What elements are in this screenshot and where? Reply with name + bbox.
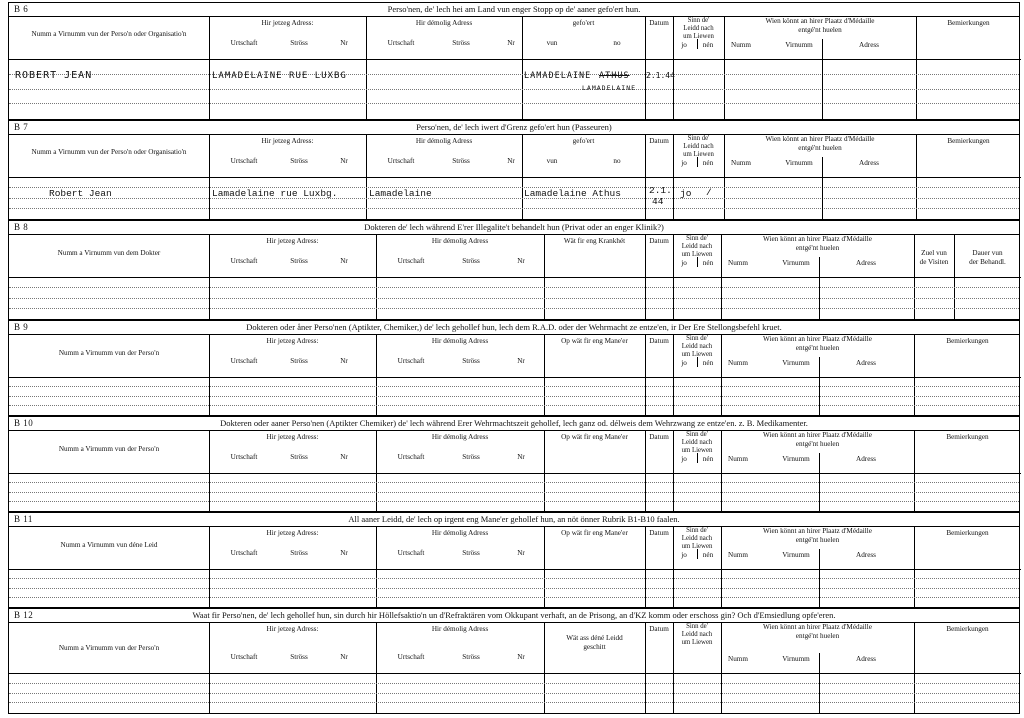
- section-header: [9, 609, 1019, 623]
- no-label: nén: [702, 455, 714, 463]
- entry-to-struck: ATHUS: [599, 71, 630, 81]
- alive-split: [697, 39, 698, 49]
- alive-header-3: um Liewen: [681, 447, 713, 454]
- alive-header-2: Leidd nach: [681, 535, 713, 542]
- section-title: Perso'nen, de' lech hei am Land vun enger Stopp op de' aaner gefo'ert hun.: [387, 4, 641, 14]
- medal-header-1: Wien könnt an hirer Plaatz d'Médaille: [763, 623, 872, 631]
- what-header-1: Wät ass déné Leidd: [566, 634, 623, 642]
- former-address-header: Hir démolig Adress: [431, 625, 489, 633]
- section-b8: [8, 220, 1020, 320]
- duration-header-2: der Behandl.: [969, 258, 1006, 266]
- town-label: Urtschaft: [397, 357, 425, 365]
- alive-header-1: Sinn de': [686, 335, 708, 342]
- column-divider: [645, 430, 646, 511]
- entry-to-correction: LAMADELAINE: [582, 84, 637, 92]
- carried-header: gefo'ert: [572, 19, 595, 27]
- town-label: Urtschaft: [230, 257, 258, 265]
- entry-date: 2.1.44: [646, 71, 675, 80]
- section-code: B 9: [14, 322, 29, 332]
- manner-header: Op wät fir eng Mane'er: [561, 433, 628, 441]
- section-title: All aaner Leidd, de' lech op irgent eng Mane'er gehollef hun, an nöt önner Rubrik B1-B10 faalen.: [348, 514, 680, 524]
- entry-line: [9, 287, 1019, 288]
- address-label: Adress: [856, 455, 876, 463]
- town-label: Urtschaft: [230, 39, 258, 47]
- alive-header-3: um Liewen: [683, 151, 714, 158]
- street-label: Ströss: [462, 357, 480, 365]
- section-header: [9, 121, 1019, 135]
- medal-header-2: entgé'nt huelen: [798, 144, 842, 152]
- alive-split: [697, 157, 698, 167]
- current-address-header: Hir jetzeg Adress:: [266, 237, 319, 245]
- medal-header-2: entgé'nt huelen: [795, 440, 840, 448]
- alive-header-2: Leidd nach: [683, 143, 714, 150]
- section-b9: [8, 320, 1020, 416]
- section-b11: [8, 512, 1020, 608]
- header-bottom-line: [9, 277, 1021, 278]
- date-header: Datum: [649, 625, 669, 633]
- street-label: Ströss: [290, 157, 308, 165]
- manner-header: Op wät fir eng Mane'er: [561, 337, 628, 345]
- alive-header-3: um Liewen: [681, 639, 713, 646]
- column-divider: [544, 430, 545, 511]
- section-code: B 6: [14, 4, 29, 14]
- to-label: no: [613, 157, 621, 165]
- section-code: B 8: [14, 222, 29, 232]
- no-label: nén: [702, 259, 714, 267]
- alive-header-1: Sinn de': [687, 17, 710, 24]
- current-address-header: Hir jetzeg Adress:: [266, 337, 319, 345]
- column-divider: [376, 526, 377, 607]
- nr-label: Nr: [340, 257, 348, 265]
- remarks-header: Bemierkungen: [947, 137, 990, 145]
- alive-header-3: um Liewen: [681, 251, 713, 258]
- street-label: Ströss: [290, 357, 308, 365]
- to-label: no: [613, 39, 621, 47]
- firstname-label: Virnumm: [785, 41, 813, 49]
- nr-label: Nr: [340, 653, 348, 661]
- name-column-header: Numm a Virnumm vun déne Leid: [60, 541, 158, 549]
- column-divider: [544, 526, 545, 607]
- surname-label: Numm: [731, 41, 751, 49]
- address-label: Adress: [856, 359, 876, 367]
- entry-route: Lamadelaine Athus: [524, 188, 621, 199]
- no-label: nén: [702, 41, 714, 49]
- firstname-label: Virnumm: [782, 551, 810, 559]
- former-address-header: Hir démolig Adress: [431, 337, 489, 345]
- visits-header-2: de Visiten: [919, 258, 949, 266]
- date-header: Datum: [649, 237, 669, 245]
- alive-header-2: Leidd nach: [681, 631, 713, 638]
- date-header: Datum: [649, 433, 669, 441]
- section-title: Dokteren de' lech während E'rer Illegalite't behandelt hun (Privat oder an enger Klinik?): [364, 222, 664, 232]
- section-code: B 10: [14, 418, 34, 428]
- medal-split: [819, 357, 820, 415]
- column-divider: [645, 622, 646, 713]
- medal-header-1: Wien könnt an hirer Plaatz d'Médaille: [765, 17, 875, 25]
- firstname-label: Virnumm: [782, 259, 810, 267]
- medal-header-2: entgé'nt huelen: [798, 26, 842, 34]
- entry-line: [9, 597, 1019, 598]
- entry-line: [9, 482, 1019, 483]
- former-address-header: Hir démolig Adress: [415, 19, 473, 27]
- medal-split: [822, 157, 823, 219]
- section-code: B 11: [14, 514, 33, 524]
- entry-line: [9, 683, 1019, 684]
- yes-label: jo: [681, 455, 687, 463]
- alive-header-3: um Liewen: [683, 33, 714, 40]
- street-label: Ströss: [290, 39, 308, 47]
- alive-header-1: Sinn de': [686, 235, 708, 242]
- medal-header-2: entgé'nt huelen: [795, 344, 840, 352]
- nr-label: Nr: [517, 549, 525, 557]
- entry-line: [9, 492, 1019, 493]
- manner-header: Op wät fir eng Mane'er: [561, 529, 628, 537]
- medal-header-1: Wien könnt an hirer Plaatz d'Médaille: [765, 135, 875, 143]
- town-label: Urtschaft: [397, 549, 425, 557]
- firstname-label: Virnumm: [785, 159, 813, 167]
- entry-line: [9, 103, 1019, 104]
- surname-label: Numm: [728, 455, 748, 463]
- current-address-header: Hir jetzeg Adress:: [266, 433, 319, 441]
- section-header: [9, 3, 1019, 17]
- street-label: Ströss: [290, 453, 308, 461]
- column-divider: [645, 526, 646, 607]
- entry-name: Robert Jean: [49, 188, 112, 199]
- nr-label: Nr: [340, 357, 348, 365]
- medal-split: [819, 549, 820, 607]
- firstname-label: Virnumm: [782, 359, 810, 367]
- duration-header-1: Dauer vun: [972, 249, 1003, 257]
- alive-header-1: Sinn de': [686, 527, 708, 534]
- medal-split: [819, 653, 820, 713]
- entry-line: [9, 578, 1019, 579]
- town-label: Urtschaft: [230, 453, 258, 461]
- medal-header-1: Wien könnt an hirer Plaatz d'Médaille: [763, 527, 872, 535]
- town-label: Urtschaft: [230, 653, 258, 661]
- entry-current-address: LAMADELAINE RUE LUXBG: [212, 71, 347, 81]
- nr-label: Nr: [517, 357, 525, 365]
- firstname-label: Virnumm: [782, 455, 810, 463]
- remarks-header: Bemierkungen: [946, 337, 989, 345]
- name-column-header: Numm a Virnumm vun der Perso'n: [58, 349, 160, 357]
- alive-header-1: Sinn de': [687, 135, 710, 142]
- street-label: Ströss: [452, 157, 470, 165]
- street-label: Ströss: [462, 453, 480, 461]
- nr-label: Nr: [507, 39, 515, 47]
- section-code: B 12: [14, 610, 34, 620]
- entry-line: [9, 702, 1019, 703]
- entry-line: [9, 198, 1019, 199]
- nr-label: Nr: [517, 453, 525, 461]
- remarks-header: Bemierkungen: [946, 625, 989, 633]
- no-label: nén: [702, 359, 714, 367]
- street-label: Ströss: [462, 549, 480, 557]
- date-header: Datum: [649, 19, 669, 27]
- alive-split: [697, 357, 698, 367]
- name-column-header: Numm a Virnumm vun der Perso'n oder Organisatio'n: [31, 30, 187, 38]
- former-address-header: Hir démolig Adress: [415, 137, 473, 145]
- nr-label: Nr: [517, 653, 525, 661]
- name-column-header: Numm a Virnumm vun dem Dokter: [57, 249, 161, 257]
- alive-split: [697, 549, 698, 559]
- name-column-header: Numm a Virnumm vun der Perso'n: [58, 644, 160, 652]
- surname-label: Numm: [728, 259, 748, 267]
- no-label: nén: [702, 159, 714, 167]
- section-header: [9, 513, 1019, 527]
- remarks-header: Bemierkungen: [946, 529, 989, 537]
- entry-former-address: Lamadelaine: [369, 188, 432, 199]
- date-header: Datum: [649, 337, 669, 345]
- nr-label: Nr: [340, 549, 348, 557]
- alive-split: [697, 453, 698, 463]
- section-title: Perso'nen, de' lech iwert d'Grenz gefo'ert hun (Passeuren): [416, 122, 612, 132]
- firstname-label: Virnumm: [782, 655, 810, 663]
- nr-label: Nr: [340, 39, 348, 47]
- entry-line: [9, 693, 1019, 694]
- header-bottom-line: [9, 59, 1021, 60]
- street-label: Ströss: [290, 653, 308, 661]
- alive-header-2: Leidd nach: [681, 343, 713, 350]
- entry-line: [9, 89, 1019, 90]
- current-address-header: Hir jetzeg Adress:: [266, 625, 319, 633]
- town-label: Urtschaft: [387, 157, 415, 165]
- name-column-header: Numm a Virnumm vun der Perso'n: [58, 445, 160, 453]
- entry-alive-yes: jo: [680, 188, 692, 199]
- what-header-2: geschitt: [583, 643, 606, 651]
- from-label: vun: [546, 39, 558, 47]
- street-label: Ströss: [462, 653, 480, 661]
- entry-from: LAMADELAINE: [524, 71, 592, 81]
- medal-split: [822, 39, 823, 119]
- medal-header-1: Wien könnt an hirer Plaatz d'Médaille: [763, 335, 872, 343]
- address-label: Adress: [856, 655, 876, 663]
- address-label: Adress: [859, 159, 879, 167]
- medal-split: [819, 453, 820, 511]
- address-label: Adress: [859, 41, 879, 49]
- alive-header-1: Sinn de': [686, 623, 708, 630]
- alive-header-3: um Liewen: [681, 351, 713, 358]
- column-divider: [544, 334, 545, 415]
- entry-line: [9, 396, 1019, 397]
- section-title: Dokteren oder aaner Perso'nen (Aptikter Chemiker) de' lech während Erer Wehrmachtszeit gehollef, lech ganz od. délweis dem Wehrzwang ze entze'en. z. B. Medikamenter.: [220, 418, 808, 428]
- header-bottom-line: [9, 569, 1021, 570]
- column-divider: [209, 526, 210, 607]
- entry-current-address: Lamadelaine rue Luxbg.: [212, 188, 338, 199]
- entry-line: [9, 405, 1019, 406]
- nr-label: Nr: [340, 453, 348, 461]
- town-label: Urtschaft: [397, 453, 425, 461]
- section-title: Dokteren oder åner Perso'nen (Aptikter, Chemiker,) de' lech gehollef hun, lech dem R.A.D. oder der Wehrmacht ze entze'en, ir Der Ere Stellongsbefehl kruet.: [246, 322, 782, 332]
- yes-label: jo: [681, 41, 687, 49]
- column-divider: [376, 430, 377, 511]
- former-address-header: Hir démolig Adress: [431, 529, 489, 537]
- entry-line: [9, 208, 1019, 209]
- column-divider: [914, 622, 915, 713]
- column-divider: [914, 526, 915, 607]
- alive-header-3: um Liewen: [681, 543, 713, 550]
- nr-label: Nr: [507, 157, 515, 165]
- town-label: Urtschaft: [397, 653, 425, 661]
- date-header: Datum: [649, 529, 669, 537]
- yes-label: jo: [681, 551, 687, 559]
- section-title: Waat fir Perso'nen, de' lech gehollef hun, sin durch hir Höllefsaktio'n un d'Refraktären vom Okkupant verhaft, an de Prisong, an d'KZ komm oder erschoss gin? Och d'Emsiedlung opfe'eren.: [192, 610, 836, 620]
- medal-header-1: Wien könnt an hirer Plaatz d'Médaille: [763, 431, 872, 439]
- section-code: B 7: [14, 122, 29, 132]
- remarks-header: Bemierkungen: [947, 19, 990, 27]
- medal-header-2: entgé'nt huelen: [795, 244, 840, 252]
- medal-header-2: entgé'nt huelen: [795, 632, 840, 640]
- entry-line: [9, 386, 1019, 387]
- name-column-header: Numm a Virnumm vun der Perso'n oder Organisatio'n: [31, 148, 187, 156]
- from-label: vun: [546, 157, 558, 165]
- town-label: Urtschaft: [230, 549, 258, 557]
- entry-name: ROBERT JEAN: [15, 70, 93, 81]
- medal-header-1: Wien könnt an hirer Plaatz d'Médaille: [763, 235, 872, 243]
- header-bottom-line: [9, 673, 1021, 674]
- date-header: Datum: [649, 137, 669, 145]
- current-address-header: Hir jetzeg Adress:: [261, 137, 314, 145]
- section-header: [9, 417, 1019, 431]
- column-divider: [376, 334, 377, 415]
- former-address-header: Hir démolig Adress: [431, 433, 489, 441]
- address-label: Adress: [856, 259, 876, 267]
- section-header: [9, 321, 1019, 335]
- alive-header-2: Leidd nach: [681, 243, 713, 250]
- entry-line: [9, 588, 1019, 589]
- yes-label: jo: [681, 159, 687, 167]
- street-label: Ströss: [452, 39, 470, 47]
- alive-header-2: Leidd nach: [683, 25, 714, 32]
- surname-label: Numm: [728, 655, 748, 663]
- column-divider: [914, 334, 915, 415]
- nr-label: Nr: [340, 157, 348, 165]
- entry-line: [9, 298, 1019, 299]
- section-b10: [8, 416, 1020, 512]
- former-address-header: Hir démolig Adress: [431, 237, 489, 245]
- surname-label: Numm: [728, 551, 748, 559]
- column-divider: [209, 430, 210, 511]
- street-label: Ströss: [290, 549, 308, 557]
- entry-line: [9, 501, 1019, 502]
- street-label: Ströss: [290, 257, 308, 265]
- entry-line: [9, 308, 1019, 309]
- header-bottom-line: [9, 377, 1021, 378]
- yes-label: jo: [681, 359, 687, 367]
- town-label: Urtschaft: [397, 257, 425, 265]
- column-divider: [914, 430, 915, 511]
- header-bottom-line: [9, 473, 1021, 474]
- town-label: Urtschaft: [387, 39, 415, 47]
- street-label: Ströss: [462, 257, 480, 265]
- entry-date-2: 44: [652, 196, 664, 207]
- town-label: Urtschaft: [230, 357, 258, 365]
- nr-label: Nr: [517, 257, 525, 265]
- section-b7: [8, 120, 1020, 220]
- entry-date-1: 2.1.: [649, 185, 672, 196]
- surname-label: Numm: [731, 159, 751, 167]
- remarks-header: Bemierkungen: [946, 433, 989, 441]
- medal-header-2: entgé'nt huelen: [795, 536, 840, 544]
- section-b6: [8, 2, 1020, 120]
- town-label: Urtschaft: [230, 157, 258, 165]
- entry-alive-no: /: [706, 187, 712, 198]
- medal-split: [819, 257, 820, 319]
- header-bottom-line: [9, 177, 1021, 178]
- column-divider: [209, 622, 210, 713]
- alive-split: [697, 257, 698, 267]
- entry-line: [9, 74, 1019, 75]
- yes-label: jo: [681, 259, 687, 267]
- alive-header-2: Leidd nach: [681, 439, 713, 446]
- visits-header-1: Zuel vun: [921, 249, 947, 257]
- column-divider: [209, 334, 210, 415]
- current-address-header: Hir jetzeg Adress:: [266, 529, 319, 537]
- alive-header-1: Sinn de': [686, 431, 708, 438]
- column-divider: [376, 622, 377, 713]
- entry-line: [9, 187, 1019, 188]
- column-divider: [645, 334, 646, 415]
- section-header: [9, 221, 1019, 235]
- section-b12: [8, 608, 1020, 714]
- surname-label: Numm: [728, 359, 748, 367]
- carried-header: gefo'ert: [572, 137, 595, 145]
- address-label: Adress: [856, 551, 876, 559]
- illness-header: Wät fir eng Krankhét: [563, 237, 626, 245]
- current-address-header: Hir jetzeg Adress:: [261, 19, 314, 27]
- no-label: nén: [702, 551, 714, 559]
